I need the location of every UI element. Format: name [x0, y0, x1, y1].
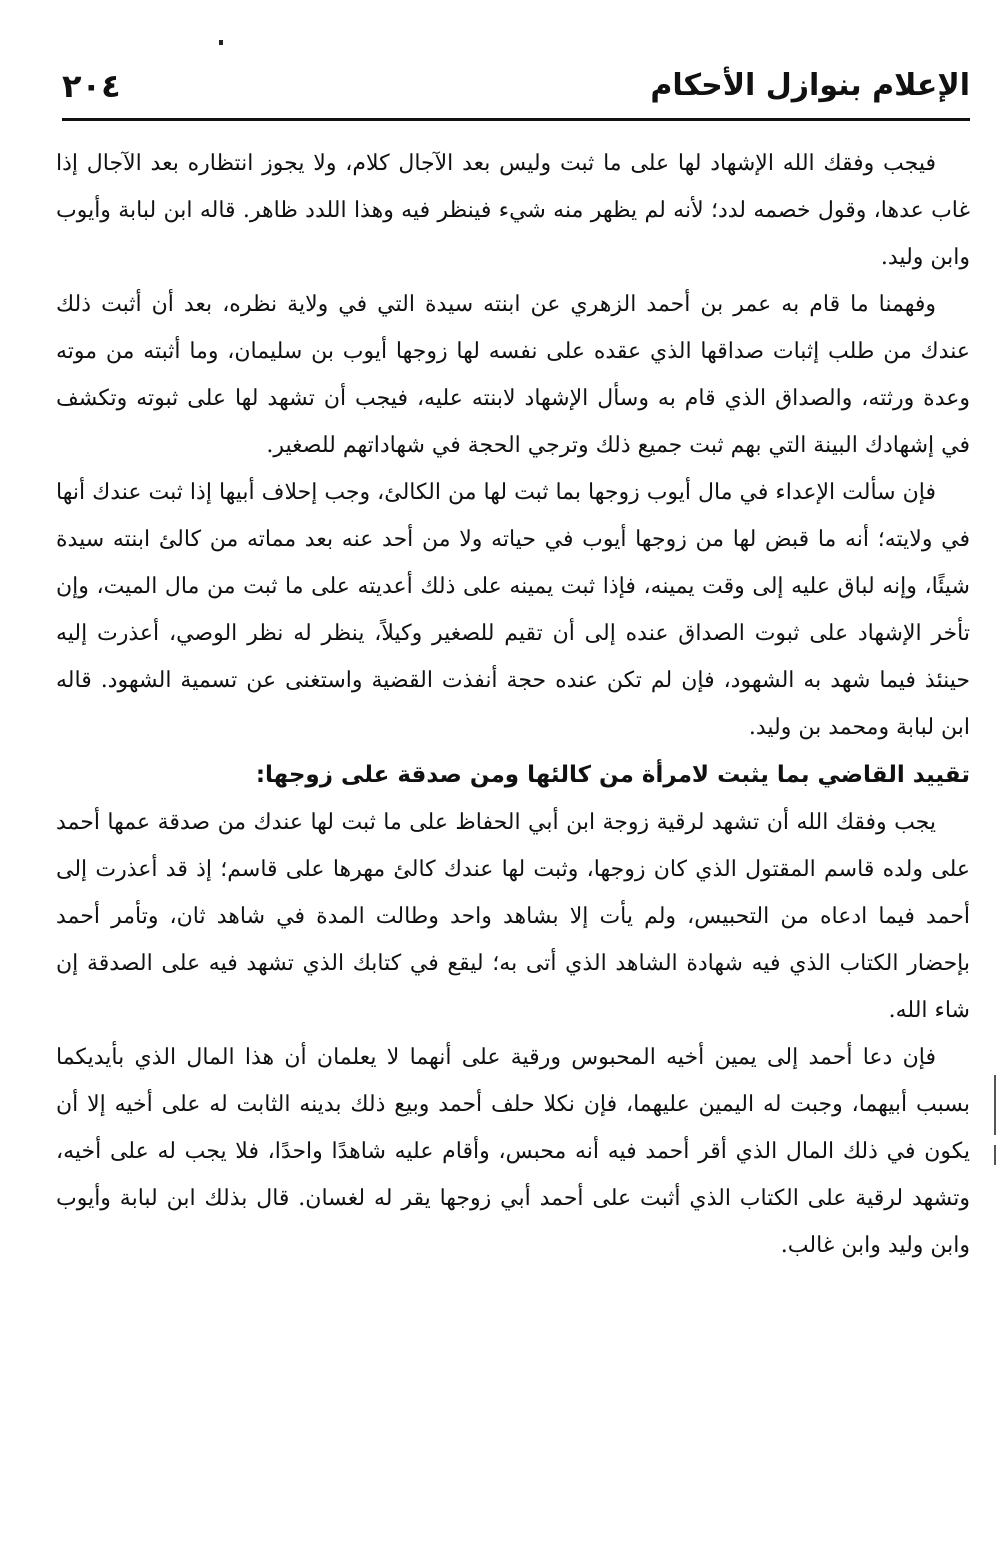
page-body	[56, 140, 970, 1269]
running-header	[62, 62, 970, 112]
paragraph-3: فإن سألت الإعداء في مال أيوب زوجها بما ثبت لها من الكالئ، وجب إحلاف أبيها إذا ثبت عندك أنها في ولايته؛ أنه ما قبض لها من زوجها أيوب في حياته ولا من أحد عنه بعد مماته من كالئ ابنته سيدة شيئًا، وإنه لباق عليه إلى وقت يمينه، فإذا ثبت يمينه على ذلك أعديته على ما ثبت من مال الميت، وإن تأخر الإشهاد على ثبوت الصداق عنده إلى أن تقيم للصغير وكيلاً، ينظر له نظر الوصي، أعذرت إليه حينئذ فيما شهد به الشهود، فإن لم تكن عنده حجة أنفذت القضية واستغنى عن تسمية الشهود. قاله ابن لبابة ومحمد بن وليد.	[56, 480, 970, 740]
paragraph-1: فيجب وفقك الله الإشهاد لها على ما ثبت وليس بعد الآجال كلام، ولا يجوز انتظاره بعد الآجال إذا غاب عدها، وقول خصمه لدد؛ لأنه لم يظهر منه شيء فينظر فيه وهذا اللدد ظاهر. قاله ابن لبابة وأيوب وابن وليد.	[56, 151, 970, 270]
paragraph-4: يجب وفقك الله أن تشهد لرقية زوجة ابن أبي الحفاظ على ما ثبت لها عندك من صدقة عمها أحمد على ولده قاسم المقتول الذي كان زوجها، وثبت لها عندك كالئ مهرها على قاسم؛ إذ قد أعذرت إلى أحمد فيما ادعاه من التحبيس، ولم يأت إلا بشاهد واحد وطالت المدة في شاهد ثان، وتأمر أحمد بإحضار الكتاب الذي فيه شهادة الشاهد الذي أتى به؛ ليقع في كتابك الذي تشهد فيه على الصدقة إن شاء الله.	[56, 810, 970, 1023]
scan-edge-mark	[994, 1145, 996, 1165]
page-number: ٢٠٤	[62, 67, 121, 105]
print-mark	[219, 40, 223, 45]
scan-edge-mark	[994, 1075, 996, 1135]
paragraph-2: وفهمنا ما قام به عمر بن أحمد الزهري عن ابنته سيدة التي في ولاية نظره، بعد أن أثبت ذلك عندك من طلب إثبات صداقها الذي عقده على نفسه لها زوجها أيوب بن سليمان، وما أثبته من موته وعدة ورثته، والصداق الذي قام به وسأل الإشهاد لابنته عليه، فيجب أن تشهد لها على ثبوته وتكشف في إشهادك البينة التي بهم ثبت جميع ذلك وترجي الحجة في شهاداتهم للصغير.	[56, 292, 970, 458]
header-rule	[62, 118, 970, 121]
section-heading: تقييد القاضي بما يثبت لامرأة من كالئها ومن صدقة على زوجها:	[255, 762, 970, 788]
paragraph-5: فإن دعا أحمد إلى يمين أخيه المحبوس ورقية على أنهما لا يعلمان أن هذا المال الذي بأيديكما بسبب أبيهما، وجبت له اليمين عليهما، فإن نكلا حلف أحمد وبيع ذلك بدينه الثابت له على أخيه إلا أن يكون في ذلك المال الذي أقر أحمد فيه أنه محبس، وأقام عليه شاهدًا واحدًا، فلا يجب له على أخيه، وتشهد لرقية على الكتاب الذي أثبت على أحمد أبي زوجها يقر له لغسان. قال بذلك ابن لبابة وأيوب وابن وليد وابن غالب.	[56, 1045, 970, 1258]
running-title: الإعلام بنوازل الأحكام	[650, 68, 970, 103]
